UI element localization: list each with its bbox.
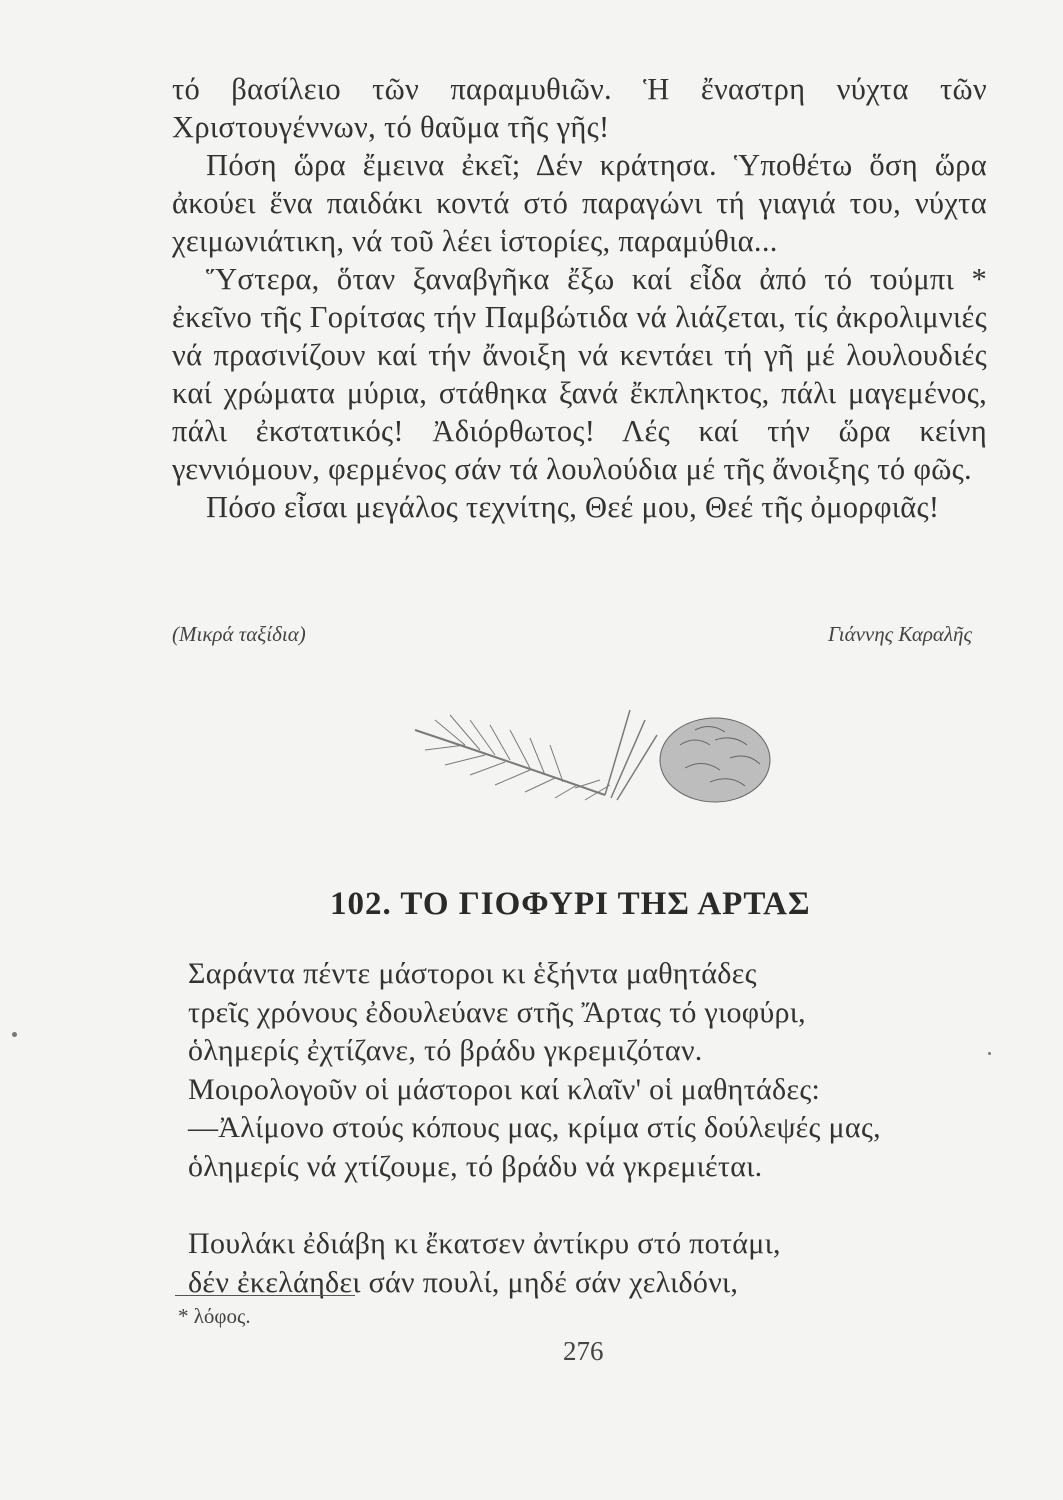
print-speck (988, 1052, 991, 1055)
footnote-rule (175, 1295, 355, 1296)
poem-heading: 102. ΤΟ ΓΙΟΦΥΡΙ ΤΗΣ ΑΡΤΑΣ (330, 886, 811, 922)
prose-passage (172, 70, 987, 526)
poem (188, 955, 988, 1302)
footnote: * λόφος. (178, 1304, 251, 1328)
poem-line: Πουλάκι ἐδιάβη κι ἔκατσεν ἀντίκρυ στό ποτάμι, (188, 1227, 781, 1260)
prose-paragraph: Πόση ὥρα ἔμεινα ἐκεῖ; Δέν κράτησα. Ὑποθέτω ὅση ὥρα ἀκούει ἕνα παιδάκι κοντά στό παραγώνι τή γιαγιά του, νύχτα χειμωνιάτικη, νά τοῦ λέει ἱστορίες, παραμύθια... (172, 148, 987, 258)
poem-line: Σαράντα πέντε μάστοροι κι ἑξήντα μαθητάδες (188, 957, 757, 990)
source-title: (Μικρά ταξίδια) (172, 622, 306, 646)
prose-paragraph: Πόσο εἶσαι μεγάλος τεχνίτης, Θεέ μου, Θεέ τῆς ὀμορφιᾶς! (206, 490, 940, 524)
page-number: 276 (563, 1336, 604, 1366)
pine-branch-icon (395, 690, 795, 820)
author-name: Γιάννης Καραλῆς (827, 622, 972, 646)
poem-line: δέν ἐκελάηδει σάν πουλί, μηδέ σάν χελιδόνι, (188, 1265, 739, 1299)
poem-line: ὁλημερίς ἐχτίζανε, τό βράδυ γκρεμιζόταν. (188, 1034, 703, 1067)
prose-paragraph: τό βασίλειο τῶν παραμυθιῶν. Ἡ ἔναστρη νύχτα τῶν Χριστουγέννων, τό θαῦμα τῆς γῆς! (172, 72, 987, 144)
poem-line: —Ἀλίμονο στούς κόπους μας, κρίμα στίς δούλεψές μας, (188, 1111, 881, 1144)
poem-line: Μοιρολογοῦν οἱ μάστοροι καί κλαῖν' οἱ μαθητάδες: (188, 1072, 821, 1106)
poem-line: τρεῖς χρόνους ἐδουλεύανε στῆς Ἄρτας τό γιοφύρι, (188, 995, 806, 1029)
print-speck (12, 1032, 17, 1037)
attribution (172, 622, 972, 647)
poem-line: ὁλημερίς νά χτίζουμε, τό βράδυ νά γκρεμιέται. (188, 1149, 763, 1183)
prose-paragraph: Ὕστερα, ὅταν ξαναβγῆκα ἔξω καί εἶδα ἀπό τό τούμπι * ἐκεῖνο τῆς Γορίτσας τήν Παμβώτιδα νά λιάζεται, τίς ἀκρολιμνιές νά πρασινίζουν καί τήν ἄνοιξη νά κεντάει τή γῆ μέ λουλουδιές καί χρώματα μύρια, στάθηκα ξανά ἔκπληκτος, πάλι μαγεμένος, πάλι ἐκστατικός! Ἀδιόρθωτος! Λές καί τήν ὥρα κείνη γεννιόμουν, φερμένος σάν τά λουλούδια μέ τῆς ἄνοιξης τό φῶς. (172, 262, 987, 486)
stanza-break (188, 1186, 988, 1225)
